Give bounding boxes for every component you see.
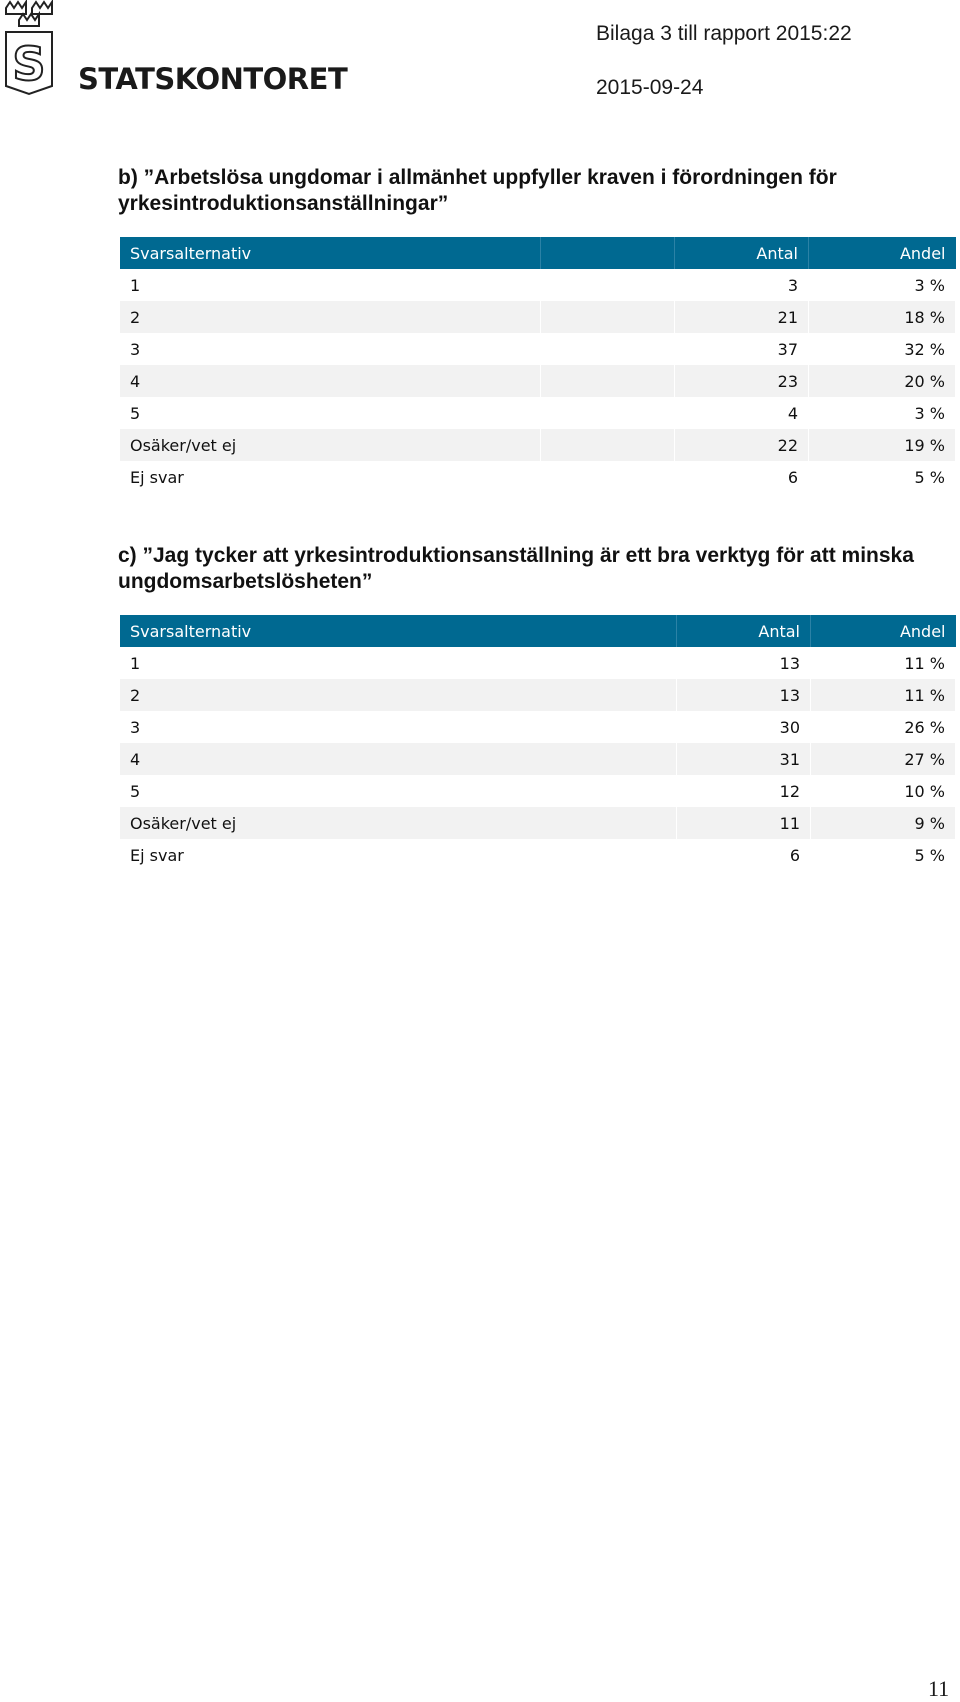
column-header-empty [541,237,675,269]
table-row [120,775,956,807]
empty-cell [541,397,675,429]
row-share: 9 % [811,807,956,839]
row-label: 4 [120,743,677,775]
crown-shield-icon [2,0,78,100]
row-share: 27 % [811,743,956,775]
row-count: 13 [677,679,811,711]
section-b-heading: b) ”Arbetslösa ungdomar i allmänhet uppfyller kraven i förordningen för yrkesintroduktionsanställningar” [118,166,837,215]
row-count: 30 [677,711,811,743]
empty-cell [541,429,675,461]
row-count: 21 [675,301,809,333]
svg-text:S: S [12,37,46,91]
column-header-alternative: Svarsalternativ [120,237,541,269]
row-count: 37 [675,333,809,365]
page-number: 11 [928,1676,950,1701]
row-share: 19 % [809,429,956,461]
results-table-b [120,237,956,493]
table-header-row [120,237,956,269]
table-row [120,711,956,743]
row-count: 13 [677,647,811,679]
table-row [120,397,956,429]
row-share: 3 % [809,269,956,301]
column-header-share: Andel [811,615,956,647]
row-share: 11 % [811,647,956,679]
row-label: Osäker/vet ej [120,429,541,461]
table-row [120,429,956,461]
table-row [120,301,956,333]
row-count: 31 [677,743,811,775]
empty-cell [541,269,675,301]
row-label: 4 [120,365,541,397]
empty-cell [541,461,675,493]
table-row [120,269,956,301]
row-label: 3 [120,333,541,365]
column-header-share: Andel [809,237,956,269]
row-count: 22 [675,429,809,461]
column-header-count: Antal [677,615,811,647]
row-share: 26 % [811,711,956,743]
table-row [120,461,956,493]
row-label: 5 [120,775,677,807]
row-label: 1 [120,647,677,679]
column-header-alternative: Svarsalternativ [120,615,677,647]
row-share: 32 % [809,333,956,365]
empty-cell [541,301,675,333]
table-row [120,365,956,397]
row-label: 2 [120,301,541,333]
row-share: 10 % [811,775,956,807]
row-count: 6 [675,461,809,493]
report-date: 2015-09-24 [596,76,704,99]
row-label: 3 [120,711,677,743]
table-row [120,679,956,711]
column-header-count: Antal [675,237,809,269]
org-wordmark: STATSKONTORET [78,62,348,96]
row-count: 12 [677,775,811,807]
row-share: 3 % [809,397,956,429]
row-label: Ej svar [120,461,541,493]
table-row [120,743,956,775]
empty-cell [541,365,675,397]
row-label: 1 [120,269,541,301]
row-share: 20 % [809,365,956,397]
table-row [120,807,956,839]
row-share: 18 % [809,301,956,333]
report-reference: Bilaga 3 till rapport 2015:22 [596,22,852,45]
results-table-c [120,615,956,871]
row-share: 5 % [811,839,956,871]
row-label: 2 [120,679,677,711]
empty-cell [541,333,675,365]
row-count: 11 [677,807,811,839]
section-c-heading: c) ”Jag tycker att yrkesintroduktionsanställning är ett bra verktyg för att minska ungdomsarbetslösheten” [118,544,914,593]
row-count: 6 [677,839,811,871]
table-row [120,839,956,871]
row-label: Osäker/vet ej [120,807,677,839]
row-share: 5 % [809,461,956,493]
row-count: 23 [675,365,809,397]
row-count: 4 [675,397,809,429]
row-label: 5 [120,397,541,429]
statskontoret-logo [2,0,362,100]
table-row [120,333,956,365]
table-header-row [120,615,956,647]
row-count: 3 [675,269,809,301]
row-label: Ej svar [120,839,677,871]
table-row [120,647,956,679]
row-share: 11 % [811,679,956,711]
